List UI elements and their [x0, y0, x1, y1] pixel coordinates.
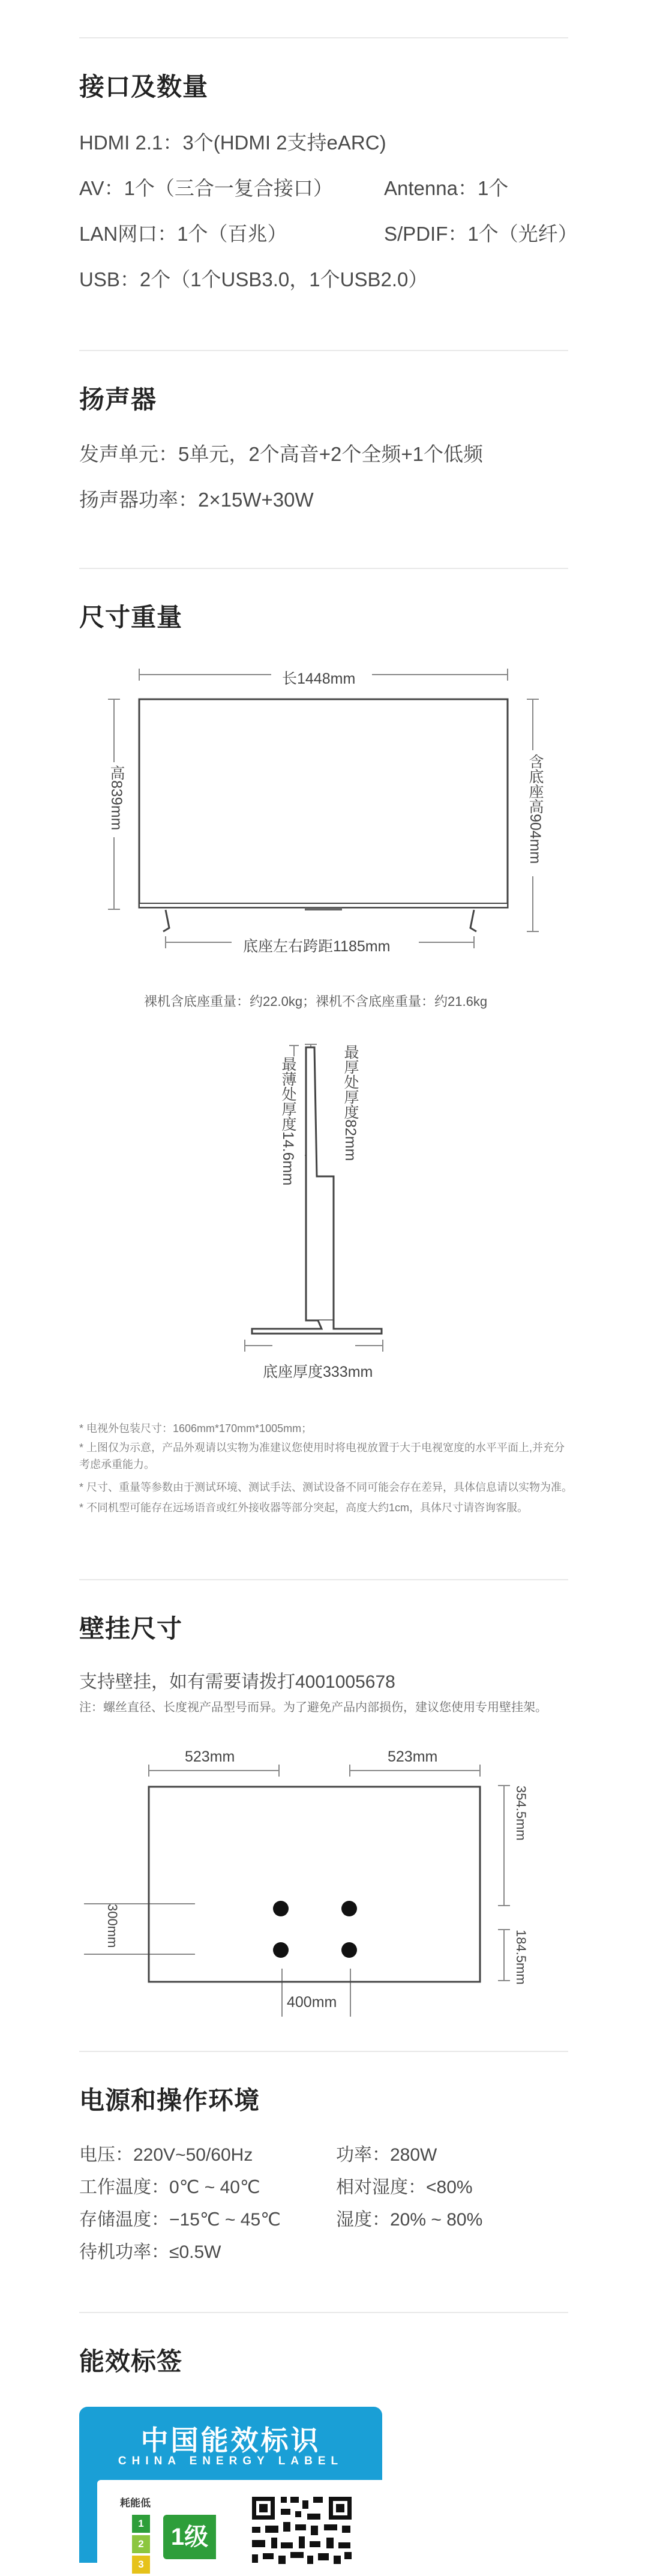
dimension-note: * 尺寸、重量等参数由于测试环境、测试手法、测试设备不同可能会存在差异，具体信息请以实物为准。 — [79, 1481, 573, 1493]
usb-spec: USB：2个（1个USB3.0，1个USB2.0） — [79, 268, 428, 290]
thickest-label: 最厚处厚度82mm — [342, 1044, 359, 1161]
spdif-spec: S/PDIF：1个（光纤） — [384, 223, 578, 245]
power-title: 电源和操作环境 — [79, 2086, 260, 2114]
rel-humidity-spec: 相对湿度：<80% — [336, 2177, 473, 2197]
storage-temp-spec: 存储温度：−15℃ ~ 45℃ — [79, 2210, 281, 2230]
energy-label-panel — [97, 2480, 382, 2576]
qr-code-icon — [97, 2480, 382, 2576]
right-width-label: 523mm — [388, 1748, 438, 1765]
energy-label-subtitle: CHINA ENERGY LABEL — [118, 2455, 344, 2467]
section-divider — [79, 2051, 568, 2052]
dimension-note: * 电视外包装尺寸：1606mm*170mm*1005mm； — [79, 1422, 313, 1434]
lan-spec: LAN网口：1个（百兆） — [79, 223, 287, 245]
dimensions-title: 尺寸重量 — [79, 603, 183, 631]
voltage-spec: 电压：220V~50/60Hz — [79, 2145, 253, 2165]
standby-spec: 待机功率：≤0.5W — [79, 2242, 221, 2262]
weight-text: 裸机含底座重量：约22.0kg；裸机不含底座重量：约21.6kg — [144, 994, 488, 1009]
energy-level-1: 1 — [132, 2515, 150, 2533]
wallmount-support: 支持壁挂，如有需要请拨打4001005678 — [79, 1672, 395, 1692]
height-with-stand-label: 含底座高904mm — [527, 754, 544, 864]
width-label: 长1448mm — [282, 670, 356, 687]
dimension-note: * 上图仅为示意，产品外观请以实物为准建议您使用时将电视放置于大于电视宽度的水平平面上,并充分 — [79, 1442, 565, 1454]
humidity-spec: 湿度：20% ~ 80% — [336, 2210, 483, 2230]
stand-span-label: 底座左右跨距1185mm — [243, 938, 391, 955]
left-width-label: 523mm — [185, 1748, 235, 1765]
dimension-note: * 不同机型可能存在远场语音或红外接收器等部分突起，高度大约1cm，具体尺寸请咨询客服。 — [79, 1502, 529, 1514]
energy-grade-badge: 1级 — [163, 2515, 216, 2559]
wallmount-note: 注：螺丝直径、长度视产品型号而异。为了避免产品内部损伤，建议您使用专用壁挂架。 — [79, 1701, 547, 1714]
dimension-note: 考虑承重能力。 — [79, 1458, 155, 1470]
section-divider — [79, 2312, 568, 2313]
speaker-power: 扬声器功率：2×15W+30W — [79, 489, 314, 511]
work-temp-spec: 工作温度：0℃ ~ 40℃ — [79, 2177, 260, 2197]
thinnest-label: 最薄处厚度14.6mm — [280, 1056, 296, 1186]
top-offset-label: 354.5mm — [514, 1786, 529, 1841]
hdmi-spec: HDMI 2.1：3个(HDMI 2支持eARC) — [79, 131, 386, 154]
hole-horizontal-label: 400mm — [287, 1994, 337, 2011]
energy-label-title: 中国能效标识 — [140, 2425, 321, 2456]
wallmount-title: 壁挂尺寸 — [79, 1615, 183, 1643]
energy-level-2: 2 — [132, 2535, 150, 2553]
speaker-units: 发声单元：5单元，2个高音+2个全频+1个低频 — [79, 443, 483, 465]
consumption-low-text: 耗能低 — [120, 2497, 151, 2509]
energy-level-3: 3 — [132, 2556, 150, 2574]
height-label: 高839mm — [108, 765, 125, 831]
bottom-offset-label: 184.5mm — [514, 1930, 529, 1985]
antenna-spec: Antenna：1个 — [384, 177, 509, 199]
interfaces-title: 接口及数量 — [79, 73, 209, 101]
hole-vertical-label: 300mm — [105, 1904, 120, 1948]
energy-title: 能效标签 — [79, 2347, 183, 2376]
speaker-title: 扬声器 — [79, 385, 157, 414]
stand-depth-label: 底座厚度333mm — [263, 1364, 373, 1380]
power-rating-spec: 功率：280W — [336, 2145, 437, 2165]
energy-label-card — [79, 2407, 382, 2570]
av-spec: AV：1个（三合一复合接口） — [79, 177, 333, 199]
